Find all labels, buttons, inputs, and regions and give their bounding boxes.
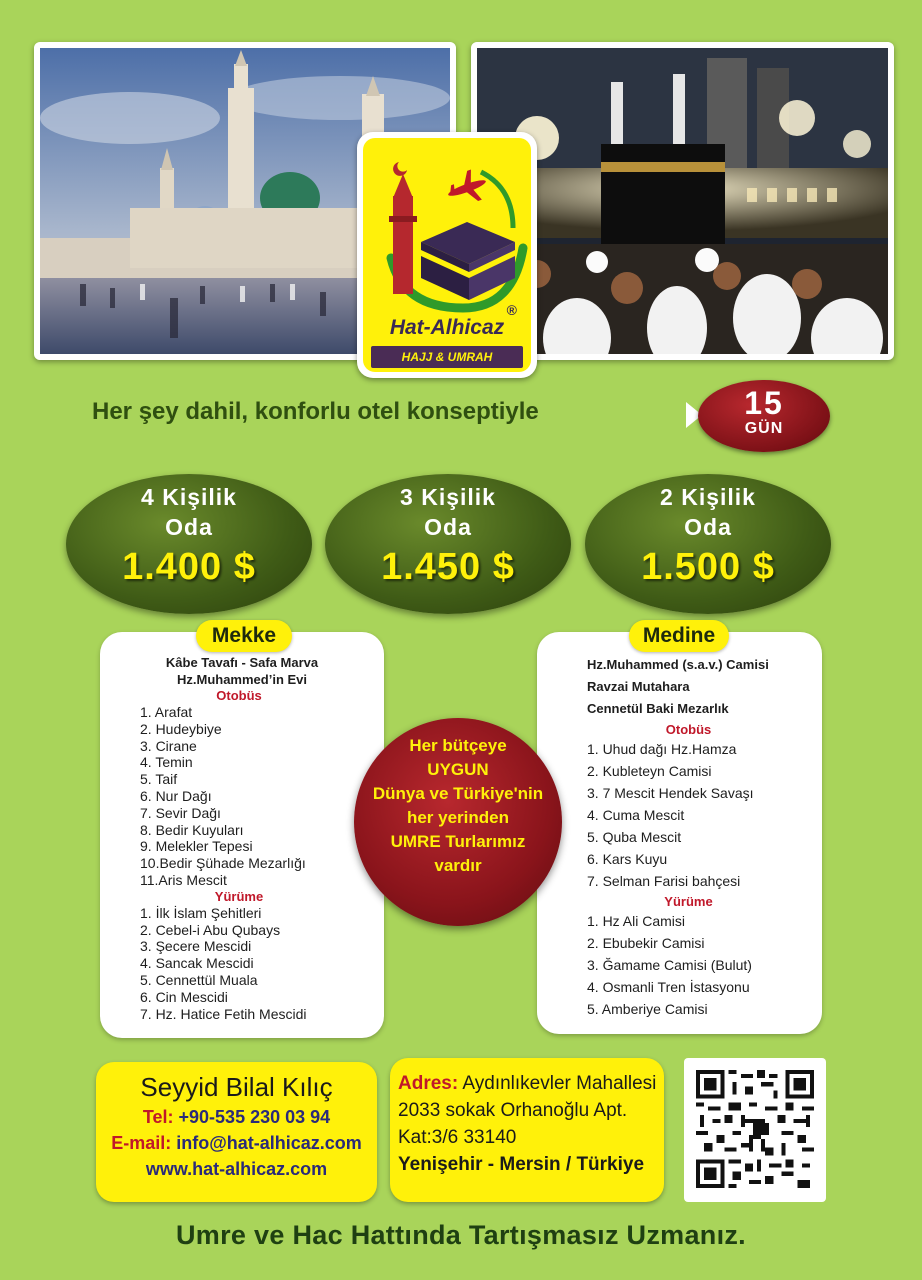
duration-number: 15 bbox=[744, 385, 784, 421]
address-line-2: 2033 sokak Orhanoğlu Apt. bbox=[398, 1100, 628, 1121]
budget-badge: Her bütçeye UYGUN Dünya ve Türkiye'nin her yerinden UMRE Turlarımız vardır bbox=[354, 718, 562, 926]
list-item: 9. Melekler Tepesi bbox=[140, 838, 253, 855]
price-badge-3-person bbox=[325, 474, 571, 614]
list-item: 2. Cebel-i Abu Qubays bbox=[140, 921, 281, 938]
list-item: 7. Sevir Dağı bbox=[140, 804, 221, 821]
mekke-walk-list bbox=[100, 905, 384, 1023]
tagline: Her şey dahil, konforlu otel konseptiyle bbox=[92, 398, 539, 425]
list-item: 4. Cuma Mescit bbox=[587, 807, 685, 823]
mekke-bus-label: Otobüs bbox=[216, 688, 262, 703]
medine-walk-label: Yürüme bbox=[664, 894, 713, 909]
medine-bus-list bbox=[537, 738, 822, 892]
kaaba-minaret-plane-icon bbox=[363, 138, 531, 318]
list-item: 5. Cennettül Muala bbox=[140, 971, 258, 988]
address-line-3: Kat:3/6 33140 bbox=[398, 1127, 517, 1148]
list-item: 6. Nur Dağı bbox=[140, 787, 212, 804]
contact-website[interactable]: www.hat-alhicaz.com bbox=[145, 1159, 328, 1179]
room-type: 4 Kişilik Oda bbox=[141, 484, 237, 540]
medine-bus-label: Otobüs bbox=[665, 722, 712, 737]
list-item: 4. Osmanli Tren İstasyonu bbox=[587, 979, 750, 995]
list-item: 4. Temin bbox=[140, 754, 193, 771]
list-item: 3. Ğamame Camisi (Bulut) bbox=[587, 957, 752, 973]
price-amount: 1.450 $ bbox=[381, 546, 515, 588]
list-item: 3. Cirane bbox=[140, 737, 197, 754]
list-item: 5. Quba Mescit bbox=[587, 829, 682, 845]
list-item: 1. Hz Ali Camisi bbox=[587, 913, 686, 929]
footer-slogan: Umre ve Hac Hattında Tartışmasız Uzmanız. bbox=[176, 1220, 746, 1250]
list-item: 7. Selman Farisi bahçesi bbox=[587, 873, 741, 889]
contact-phone[interactable]: Tel: +90-535 230 03 94 bbox=[142, 1107, 331, 1127]
price-amount: 1.500 $ bbox=[641, 546, 775, 588]
list-item: 2. Kubleteyn Camisi bbox=[587, 763, 712, 779]
list-item: 6. Kars Kuyu bbox=[587, 851, 668, 867]
room-type: 3 Kişilik Oda bbox=[400, 484, 496, 540]
medine-title: Medine bbox=[629, 620, 729, 652]
medine-walk-list bbox=[537, 910, 822, 1020]
list-item: 1. Uhud dağı Hz.Hamza bbox=[587, 741, 737, 757]
list-item: 4. Sancak Mescidi bbox=[140, 955, 254, 972]
price-badge-2-person bbox=[585, 474, 831, 614]
list-item: 11.Aris Mescit bbox=[140, 871, 227, 888]
qr-code-icon bbox=[696, 1070, 814, 1188]
list-item: 6. Cin Mescidi bbox=[140, 988, 228, 1005]
logo-subtitle: HAJJ & UMRAH bbox=[371, 346, 523, 368]
list-item: 5. Amberiye Camisi bbox=[587, 1001, 708, 1017]
contact-box bbox=[96, 1062, 377, 1202]
list-item: 10.Bedir Şühade Mezarlığı bbox=[140, 855, 306, 872]
list-item: 5. Taif bbox=[140, 771, 178, 788]
room-type: 2 Kişilik Oda bbox=[660, 484, 756, 540]
list-item: 8. Bedir Kuyuları bbox=[140, 821, 244, 838]
list-item: 1. İlk İslam Şehitleri bbox=[140, 904, 262, 921]
duration-unit: GÜN bbox=[744, 420, 784, 437]
qr-code[interactable] bbox=[684, 1058, 826, 1202]
mekke-highlights: Kâbe Tavafı - Safa Marva Hz.Muhammed’in Evi bbox=[165, 655, 319, 687]
logo-name: Hat-Alhicaz bbox=[389, 316, 505, 339]
address-box bbox=[390, 1058, 664, 1202]
contact-name: Seyyid Bilal Kılıç bbox=[140, 1072, 333, 1102]
medine-highlights: Hz.Muhammed (s.a.v.) Camisi Ravzai Mutahara Cennetül Baki Mezarlık bbox=[587, 657, 769, 716]
price-badge-4-person bbox=[66, 474, 312, 614]
mekke-walk-label: Yürüme bbox=[214, 888, 264, 904]
list-item: 3. Şecere Mescidi bbox=[140, 938, 252, 955]
address-line-4: Yenişehir - Mersin / Türkiye bbox=[398, 1154, 645, 1175]
mekke-itinerary-card bbox=[100, 624, 384, 1038]
medine-itinerary-card bbox=[537, 624, 822, 1034]
list-item: 7. Hz. Hatice Fetih Mescidi bbox=[140, 1005, 307, 1022]
registered-mark: ® bbox=[506, 302, 517, 318]
duration-badge bbox=[698, 380, 830, 452]
list-item: 3. 7 Mescit Hendek Savaşı bbox=[587, 785, 754, 801]
list-item: 2. Hudeybiye bbox=[140, 720, 222, 737]
list-item: 1. Arafat bbox=[140, 704, 193, 720]
address-line-1: Adres: Aydınlıkevler Mahallesi bbox=[398, 1073, 657, 1094]
contact-email[interactable]: E-mail: info@hat-alhicaz.com bbox=[111, 1133, 362, 1153]
mekke-bus-list bbox=[100, 704, 384, 889]
list-item: 2. Ebubekir Camisi bbox=[587, 935, 705, 951]
mekke-title: Mekke bbox=[196, 620, 292, 652]
company-logo bbox=[357, 132, 537, 378]
price-amount: 1.400 $ bbox=[122, 546, 256, 588]
